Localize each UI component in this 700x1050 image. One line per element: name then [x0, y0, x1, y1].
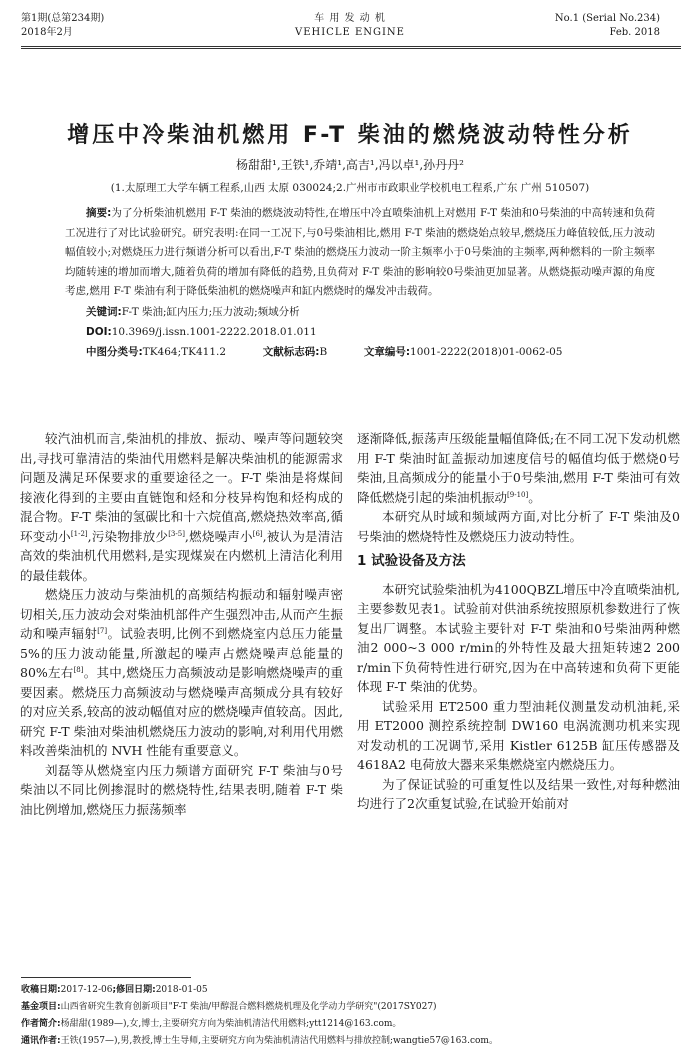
text-run: ,污染物排放少	[87, 528, 169, 544]
citation: [7]	[97, 626, 108, 635]
keywords-text: F-T 柴油;缸内压力;压力波动;频域分析	[121, 305, 300, 318]
intro-paragraph-1	[20, 429, 343, 585]
article-number-value: 1001-2222(2018)01-0062-05	[410, 345, 563, 358]
fund-text: 山西省研究生教育创新项目"F-T 柴油/甲醇混合燃料燃烧机理及化学动力学研究"(2017SY027)	[60, 1002, 437, 1012]
running-header-right	[555, 12, 660, 40]
issue-date-en: Feb. 2018	[609, 27, 660, 38]
received-label: 收稿日期:	[21, 985, 61, 995]
header-rule	[21, 46, 681, 47]
text-run: 燃烧压力波动与柴油机的高频结构振动和辐射噪声密切相关,压力波动会对柴油机部件产生强烈冲击,从而产生振动和噪声辐射	[20, 587, 343, 641]
text-run: ,燃烧噪声小	[184, 528, 253, 544]
doi-label: DOI:	[86, 325, 112, 338]
affiliation-line: (1.太原理工大学车辆工程系,山西 太原 030024;2.广州市市政职业学校机电工程系,广东 广州 510507)	[110, 182, 590, 194]
citation: [8]	[73, 665, 84, 674]
method-paragraph-1: 本研究试验柴油机为4100QBZL增压中冷直喷柴油机,主要参数见表1。试验前对供油系统按照原机参数进行了恢复出厂调整。本试验主要针对 F-T 柴油和0号柴油两种燃油2 000~3 000 r/min的外特性及最大扭矩转速2 200 r/min下负荷特性进行研究,因为在中高转速和负荷下更能体现 F-T 柴油的优势。	[357, 581, 680, 694]
doc-code-label: 文献标志码:	[262, 345, 320, 358]
citation: [9-10]	[507, 490, 529, 499]
text-run: 。其中,燃烧压力高频波动是影响燃烧噪声的重要因素。燃烧压力高频波动与燃烧噪声高频成分具有较好的对应关系,较高的波动幅值对应的燃烧噪声值较高。因此,研究 F-T 柴油对柴油机燃烧压力波动的影响,对利用代用燃料改善柴油机的 NVH 性能有重要意义。	[20, 665, 343, 758]
text-run: ,被认为是清洁高效的柴油机代用燃料,是实现煤炭在内燃机上清洁化利用的最佳载体。	[20, 528, 343, 583]
doi-line	[86, 324, 655, 340]
footnote-rule	[21, 977, 191, 978]
citation: [3-5]	[168, 529, 185, 538]
abstract-paragraph	[65, 204, 655, 302]
issue-number-en: No.1 (Serial No.234)	[554, 13, 660, 24]
text-run: 。试验表明,比例不到燃烧室内总压力能量5%的压力波动能量,所激起的噪声占燃烧噪声总能量的80%左右	[20, 626, 343, 680]
revised-date: 2018-01-05	[155, 985, 208, 995]
keywords-line	[86, 304, 655, 320]
author-bio-text: 杨甜甜(1989—),女,博士,主要研究方向为柴油机清洁代用燃料;ytt1214@163.com。	[60, 1019, 402, 1029]
header-rule-second	[21, 48, 681, 49]
method-paragraph-3: 为了保证试验的可重复性以及结果一致性,对每种燃油均进行了2次重复试验,在试验开始前对	[357, 776, 680, 811]
journal-name-en: VEHICLE ENGINE	[294, 27, 405, 38]
method-paragraph-2: 试验采用 ET2500 重力型油耗仪测量发动机油耗,采用 ET2000 测控系统控制 DW160 电涡流测功机来实现对发动机的工况调节,采用 Kistler 6125B 缸压传感器及 4618A2 电荷放大器来采集燃烧室内燃烧压力。	[357, 698, 680, 772]
doi-text: 10.3969/j.issn.1001-2222.2018.01.011	[111, 325, 317, 338]
corresponding-label: 通讯作者:	[21, 1036, 61, 1046]
fund-label: 基金项目:	[21, 1002, 61, 1012]
article-number-label: 文章编号:	[363, 345, 411, 358]
clc-label: 中图分类号:	[86, 345, 143, 358]
keywords-label: 关键词:	[86, 305, 122, 318]
revised-label: ;修回日期:	[112, 985, 156, 995]
abstract-block	[65, 204, 655, 360]
issue-number: 第1期(总第234期)	[21, 13, 105, 24]
journal-name-cn: 车 用 发 动 机	[314, 13, 386, 24]
author-bio-footnote	[21, 1016, 681, 1033]
text-run: 较汽油机而言,柴油机的排放、振动、噪声等问题较突出,寻找可靠清洁的柴油代用燃料是解决柴油机的能源需求问题及满足环保要求的重要途径之一。F-T 柴油是将煤间接液化得到的主要由直链饱和烃和分枝异构饱和烃构成的混合物。F-T 柴油的氢碳比和十六烷值高,燃烧热效率高,循环变动小	[20, 431, 343, 544]
paper-title: 增压中冷柴油机燃用 F-T 柴油的燃烧波动特性分析	[67, 123, 633, 148]
classification-line	[86, 344, 655, 360]
author-list: 杨甜甜¹,王铁¹,乔靖¹,高吉¹,冯以卓¹,孙丹丹²	[236, 158, 464, 172]
intro-paragraph-3-continued	[357, 429, 680, 507]
clc-value: TK464;TK411.2	[142, 345, 227, 358]
received-date: 2017-12-06	[60, 985, 113, 995]
text-run: 逐渐降低,振荡声压级能量幅值降低;在不同工况下发动机燃用 F-T 柴油时缸盖振动加速度信号的幅值均低于燃烧0号柴油,且高频成分的能量小于0号柴油,燃用 F-T 柴油可有效降低燃烧引起的柴油机振动	[357, 431, 680, 505]
intro-paragraph-3: 刘磊等从燃烧室内压力频谱方面研究 F-T 柴油与0号柴油以不同比例掺混时的燃烧特性,结果表明,随着 F-T 柴油比例增加,燃烧压力振荡频率	[20, 762, 343, 817]
citation: [1-2]	[70, 529, 88, 538]
intro-paragraph-4: 本研究从时域和频域两方面,对比分析了 F-T 柴油及0号柴油的燃烧特性及燃烧压力波动特性。	[357, 509, 680, 544]
doc-code-value: B	[319, 345, 328, 358]
text-run: 。	[528, 489, 541, 505]
author-bio-label: 作者简介:	[21, 1019, 61, 1029]
fund-footnote	[21, 999, 681, 1016]
dates-footnote	[21, 982, 681, 999]
body-left-column	[20, 429, 343, 819]
issue-date: 2018年2月	[21, 27, 73, 38]
corresponding-author-footnote	[21, 1033, 681, 1050]
citation: [6]	[252, 529, 263, 538]
section-heading: 1 试验设备及方法	[357, 553, 466, 569]
abstract-label: 摘要:	[86, 207, 112, 219]
abstract-text: 为了分析柴油机燃用 F-T 柴油的燃烧波动特性,在增压中冷直喷柴油机上对燃用 F-T 柴油和0号柴油的中高转速和负荷工况进行了对比试验研究。研究表明:在同一工况下,与0号柴油相比,燃用 F-T 柴油的燃烧始点较早,燃烧压力峰值较低,压力波动幅值较小;对燃烧压力进行频谱分析可以看出,F-T 柴油的燃烧压力波动一阶主频率小于0号柴油的主频率,两种燃料的一阶主频率均随转速的增加而增大,随着负荷的增加有降低的趋势,且负荷对 F-T 柴油的影响较0号柴油更加显著。从燃烧振动噪声源的角度考虑,燃用 F-T 柴油有利于降低柴油机的燃烧噪声和缸内燃烧时的爆发冲击载荷。	[65, 207, 655, 297]
intro-paragraph-2	[20, 585, 343, 761]
corresponding-text: 王铁(1957—),男,教授,博士生导师,主要研究方向为柴油机清洁代用燃料与排放控制;wangtie57@163.com。	[60, 1036, 498, 1046]
body-right-column	[357, 429, 680, 814]
